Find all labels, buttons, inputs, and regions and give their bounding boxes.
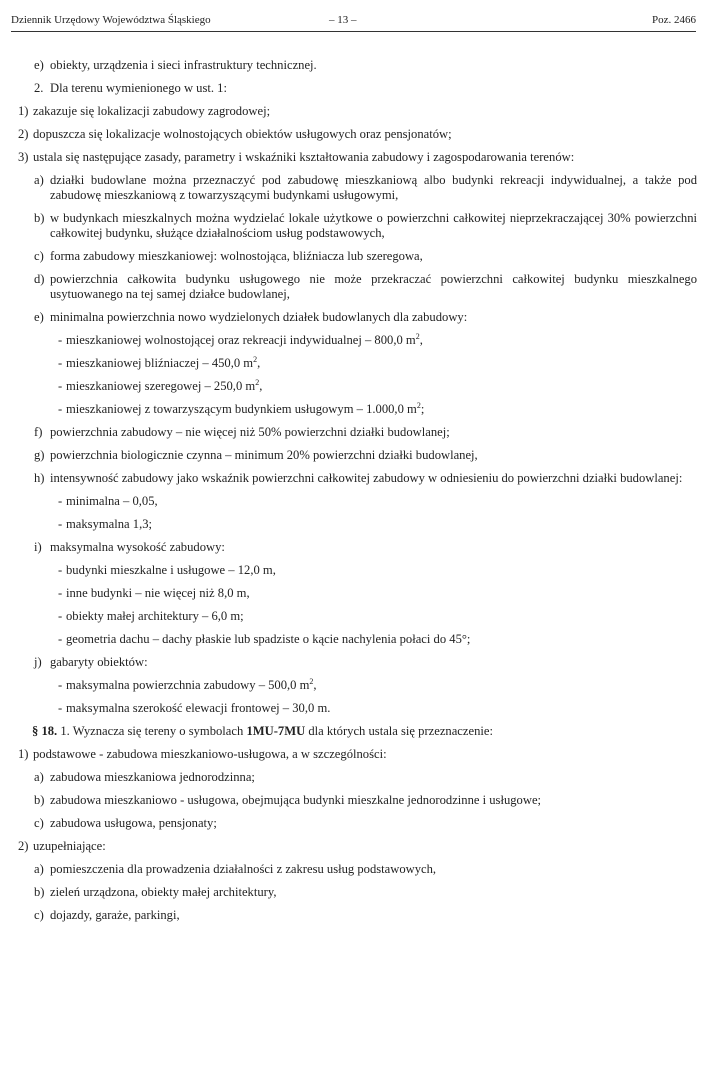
list-item [18,310,697,325]
list-item-text [50,211,697,241]
list-marker: - [58,333,63,347]
superscript: 2 [415,331,420,341]
list-item [18,632,697,647]
list-item [18,747,697,762]
list-item-text-main: działki budowlane można przeznaczyć pod zabudowę mieszkaniową albo budynki rekreacji indywidualnej, a także pod zabudowę mieszkaniową z towarzyszącymi budynkami usługowymi, [50,173,697,202]
list-item-text-main: powierzchnia całkowita budynku usługowego nie może przekraczać powierzchni całkowitej budynku mieszkalnego usytuowanego na tej samej działce budowlanej, [50,272,697,301]
list-item [18,379,697,394]
list-item-text [50,540,697,555]
list-item-text-main: mieszkaniowej wolnostojącej oraz rekreacji indywidualnej – 800,0 m [66,333,416,347]
list-item-text [66,678,697,693]
list-marker: 2) [18,127,29,141]
list-item-text [50,249,697,264]
list-item-text [50,310,697,325]
list-item-text-tail: ; [420,402,425,416]
list-item [18,425,697,440]
list-marker: - [58,678,63,692]
list-marker: - [58,494,63,508]
list-item-text [50,908,697,923]
list-item-text [66,563,697,578]
list-item-text-main: obiekty małej architektury – 6,0 m; [66,609,244,623]
list-marker: 2. [34,81,44,95]
list-item [18,356,697,371]
list-item-text-main: w budynkach mieszkalnych można wydzielać lokale użytkowe o powierzchni całkowitej nieprzekraczającej 30% powierzchni całkowitej budynku, służące działalnościom usług podstawowych, [50,211,697,240]
list-marker: 2) [18,839,29,853]
list-item-text-main: maksymalna powierzchnia zabudowy – 500,0 m [66,678,310,692]
list-item-text-main: zabudowa mieszkaniowa jednorodzinna; [50,770,255,784]
list-item [18,127,697,142]
list-marker: - [58,379,63,393]
position-number: Poz. 2466 [652,14,696,26]
list-marker: f) [34,425,43,439]
list-marker: - [58,701,63,715]
list-item-text-main: powierzchnia zabudowy – nie więcej niż 50% powierzchni działki budowlanej; [50,425,450,439]
list-item [18,249,697,264]
list-item-text [50,471,697,486]
list-item-text-main: ustala się następujące zasady, parametry i wskaźniki kształtowania zabudowy i zagospodarowania terenów: [33,150,575,164]
list-item [18,211,697,241]
list-marker: - [58,356,63,370]
list-item [18,839,697,854]
list-marker: a) [34,770,44,784]
list-marker: e) [34,310,44,324]
list-item-text [33,150,697,165]
list-marker: b) [34,885,45,899]
list-item [18,793,697,808]
list-item-text [50,81,697,96]
list-item [18,173,697,203]
list-item-text-main: podstawowe - zabudowa mieszkaniowo-usługowa, a w szczególności: [33,747,387,761]
list-item [18,770,697,785]
list-item-text-main: gabaryty obiektów: [50,655,148,669]
list-item [18,272,697,302]
list-item-text [66,586,697,601]
list-marker: - [58,632,63,646]
list-marker: - [58,609,63,623]
list-item-text [66,379,697,394]
list-item-text [50,770,697,785]
list-item-text-main: dopuszcza się lokalizacje wolnostojących obiektów usługowych oraz pensjonatów; [33,127,452,141]
list-marker: b) [34,211,45,225]
list-item-text [66,701,697,716]
list-marker: - [58,586,63,600]
list-item-text-tail: , [257,356,261,370]
list-item [18,104,697,119]
paragraph-text-part: dla których ustala się przeznaczenie: [305,724,493,738]
list-item-text-tail: , [313,678,317,692]
list-item-text-main: mieszkaniowej szeregowej – 250,0 m [66,379,256,393]
list-marker: - [58,402,63,416]
list-item-text-main: minimalna powierzchnia nowo wydzielonych działek budowlanych dla zabudowy: [50,310,468,324]
superscript: 2 [253,354,258,364]
zone-symbol: 1MU-7MU [246,724,306,738]
list-item-text [33,747,697,762]
list-item-text [50,793,697,808]
list-item-text [50,862,697,877]
list-item-text-main: maksymalna 1,3; [66,517,153,531]
list-item [18,655,697,670]
list-item [18,701,697,716]
list-item [18,150,697,165]
list-item-text-main: zabudowa mieszkaniowo - usługowa, obejmująca budynki mieszkalne jednorodzinne i usługowe; [50,793,542,807]
list-item-text [66,632,697,647]
list-item-text [50,58,697,73]
list-item-text-main: maksymalna szerokość elewacji frontowej – 30,0 m. [66,701,331,715]
list-marker: 1) [18,747,29,761]
list-item-text-main: geometria dachu – dachy płaskie lub spadziste o kącie nachylenia połaci do 45°; [66,632,471,646]
list-item [18,540,697,555]
list-item-text [66,494,697,509]
list-item [18,678,697,693]
list-item-text-main: pomieszczenia dla prowadzenia działalności z zakresu usług podstawowych, [50,862,437,876]
list-item-text-main: maksymalna wysokość zabudowy: [50,540,225,554]
document-body [18,58,697,931]
list-item [18,494,697,509]
list-item-text [33,104,697,119]
list-item [18,724,697,739]
superscript: 2 [309,676,314,686]
list-item-text [33,127,697,142]
list-item-text [66,517,697,532]
list-item-text [50,425,697,440]
page-header [11,13,696,32]
list-item-text-tail: , [259,379,263,393]
list-marker: d) [34,272,45,286]
list-item [18,81,697,96]
list-item-text-main: zabudowa usługowa, pensjonaty; [50,816,217,830]
list-marker: j) [34,655,42,669]
list-item [18,448,697,463]
list-item-text-main: forma zabudowy mieszkaniowej: wolnostojąca, bliźniacza lub szeregowa, [50,249,423,263]
list-item-text [66,609,697,624]
list-item [18,517,697,532]
list-marker: - [58,517,63,531]
list-item-text-main: intensywność zabudowy jako wskaźnik powierzchni całkowitej zabudowy w odniesieniu do powierzchni działki budowlanej: [50,471,683,485]
list-item [18,609,697,624]
list-marker: g) [34,448,45,462]
list-item [18,402,697,417]
list-item [18,471,697,486]
list-item-text [50,173,697,203]
list-item-text-main: dojazdy, garaże, parkingi, [50,908,180,922]
list-item-text-main: uzupełniające: [33,839,106,853]
section-number: § 18. [32,724,58,738]
list-item-text [66,356,697,371]
list-item [18,563,697,578]
paragraph-text-part: 1. Wyznacza się tereny o symbolach [57,724,247,738]
list-item-text [50,885,697,900]
list-marker: 3) [18,150,29,164]
list-item-text-main: mieszkaniowej z towarzyszącym budynkiem usługowym – 1.000,0 m [66,402,417,416]
list-marker: c) [34,816,44,830]
paragraph-text [32,724,697,739]
list-marker: a) [34,173,44,187]
list-marker: a) [34,862,44,876]
list-marker: b) [34,793,45,807]
list-item-text [66,402,697,417]
list-item [18,333,697,348]
list-item-text-main: Dla terenu wymienionego w ust. 1: [50,81,227,95]
list-item-text-main: obiekty, urządzenia i sieci infrastruktury technicznej. [50,58,317,72]
list-marker: 1) [18,104,29,118]
list-item-text [66,333,697,348]
list-item-text-main: minimalna – 0,05, [66,494,158,508]
list-item-text [50,655,697,670]
list-item-text [50,272,697,302]
list-item [18,586,697,601]
list-item-text [33,839,697,854]
list-item [18,816,697,831]
list-item-text [50,816,697,831]
list-item-text-main: inne budynki – nie więcej niż 8,0 m, [66,586,250,600]
list-item-text-tail: , [419,333,423,347]
list-item [18,885,697,900]
list-item [18,58,697,73]
list-item [18,862,697,877]
page-number: – 13 – [329,14,357,26]
list-item-text-main: mieszkaniowej bliźniaczej – 450,0 m [66,356,254,370]
list-item-text-main: powierzchnia biologicznie czynna – minimum 20% powierzchni działki budowlanej, [50,448,478,462]
list-item [18,908,697,923]
list-item-text-main: budynki mieszkalne i usługowe – 12,0 m, [66,563,276,577]
list-marker: - [58,563,63,577]
list-marker: i) [34,540,42,554]
list-marker: c) [34,249,44,263]
list-marker: c) [34,908,44,922]
list-item-text-main: zakazuje się lokalizacji zabudowy zagrodowej; [33,104,271,118]
list-item-text [50,448,697,463]
superscript: 2 [255,377,260,387]
list-item-text-main: zieleń urządzona, obiekty małej architektury, [50,885,277,899]
superscript: 2 [416,400,421,410]
journal-title: Dziennik Urzędowy Województwa Śląskiego [11,14,211,26]
list-marker: h) [34,471,45,485]
list-marker: e) [34,58,44,72]
